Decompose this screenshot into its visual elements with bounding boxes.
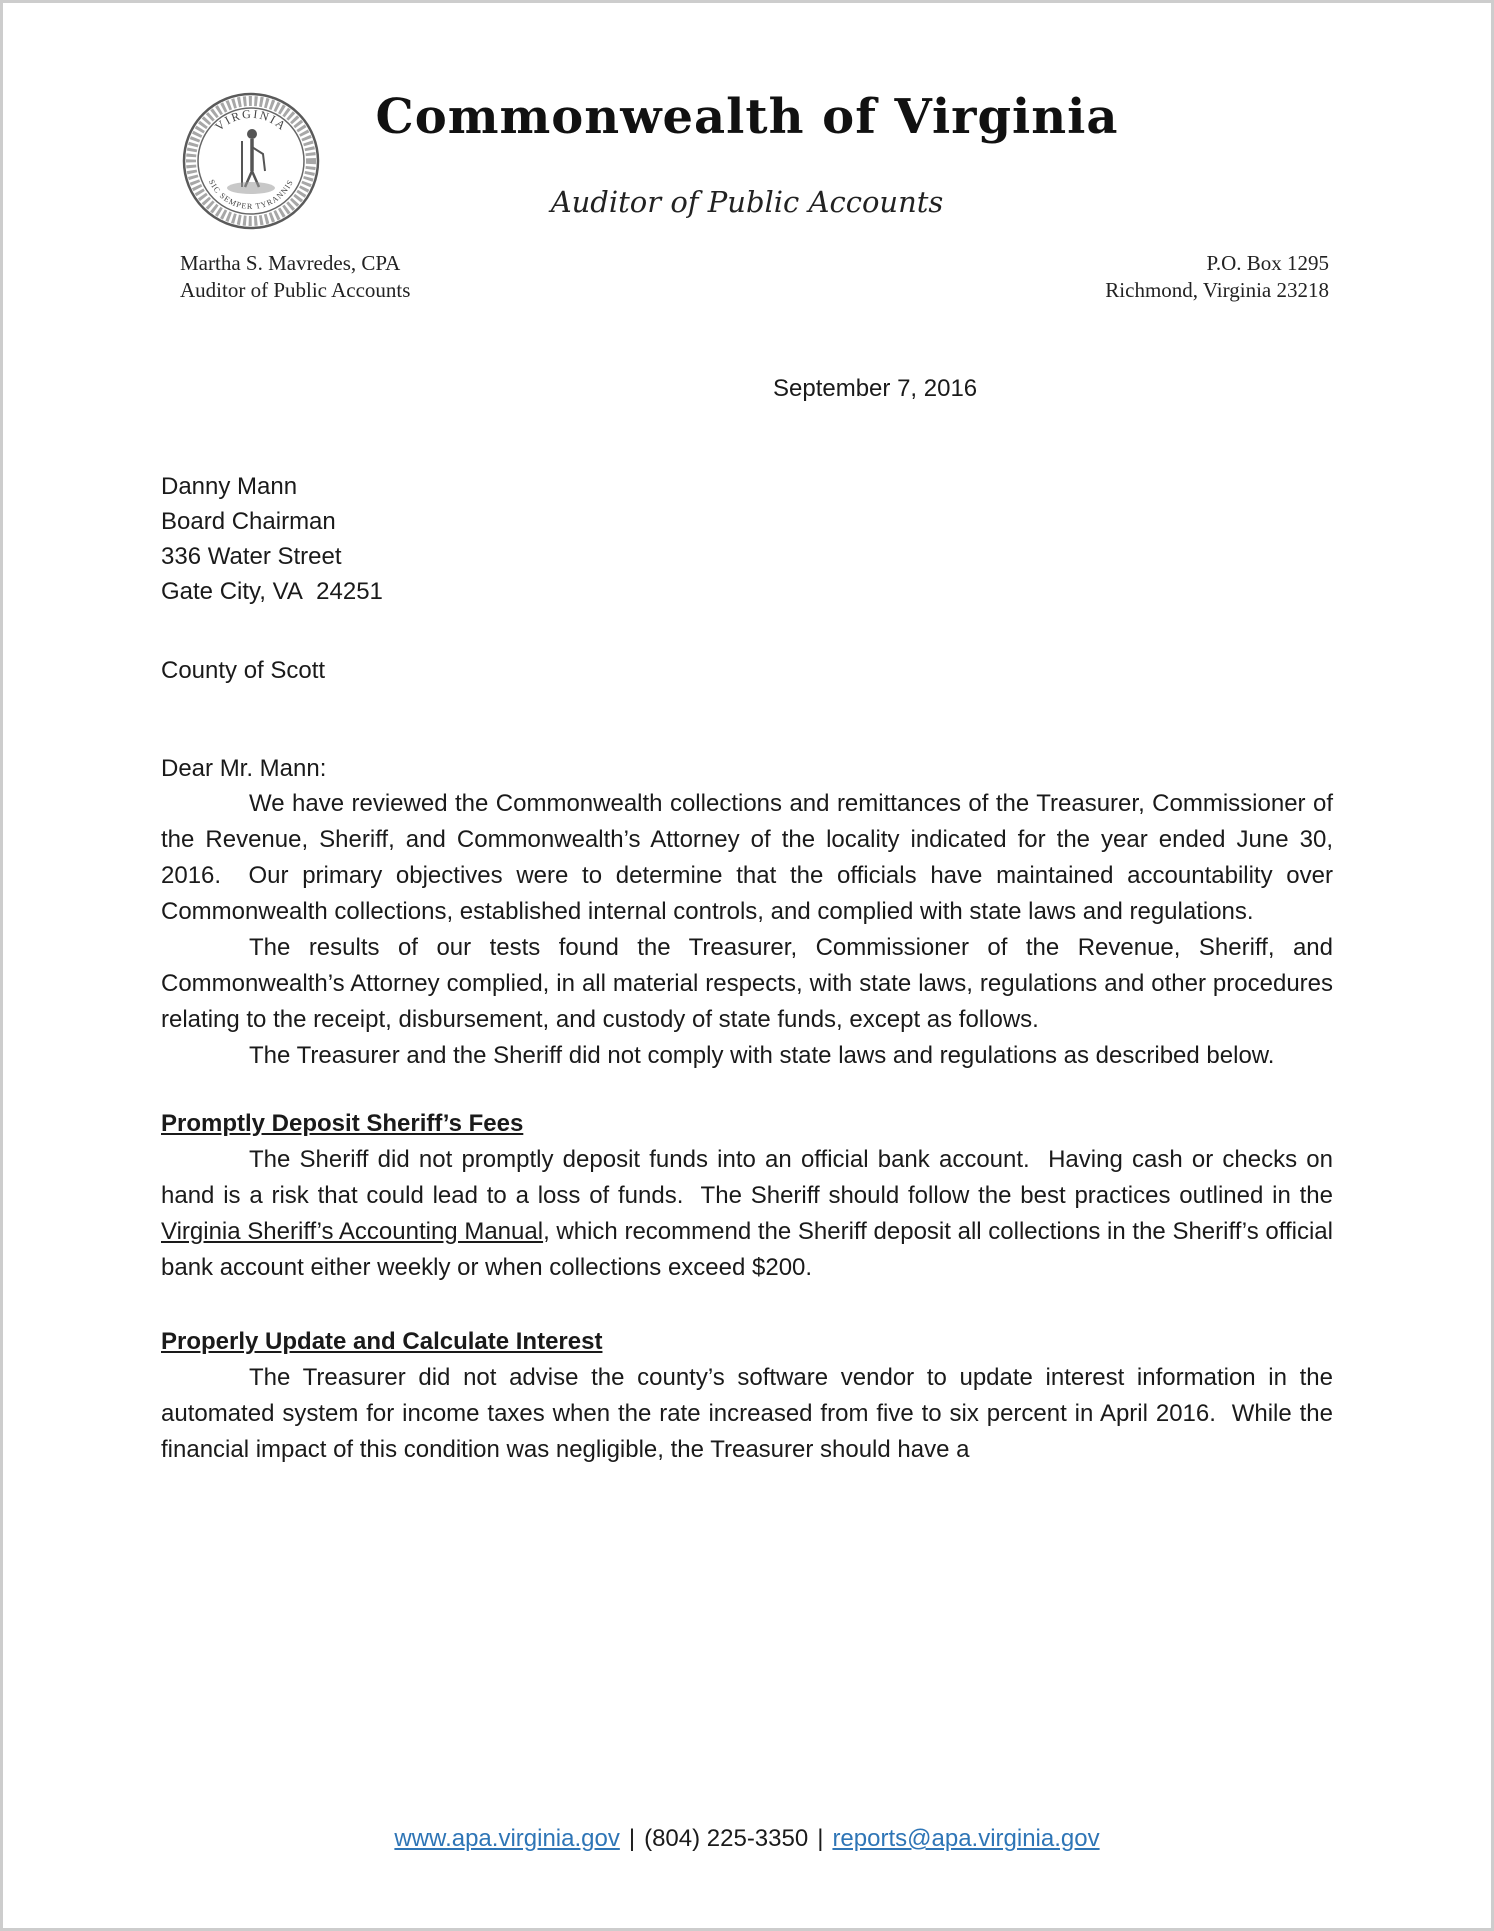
city-state-zip-line: Richmond, Virginia 23218 <box>1105 278 1329 302</box>
auditor-contact-block <box>180 250 410 304</box>
section-heading-deposit-fees: Promptly Deposit Sheriff’s Fees <box>161 1110 524 1137</box>
section-heading-calculate-interest: Properly Update and Calculate Interest <box>161 1328 603 1355</box>
footer-separator: | <box>628 1825 636 1852</box>
letter-body <box>3 371 1491 1468</box>
page-footer <box>3 1823 1491 1855</box>
po-box-line: P.O. Box 1295 <box>1206 251 1329 275</box>
paragraph-treasurer-interest: The Treasurer did not advise the county’s software vendor to update interest information in the automated system for income taxes when the rate increased from five to six percent in April 2016. While the financial impact of this condition was negligible, the Treasurer should have a <box>161 1364 1333 1463</box>
recipient-street: 336 Water Street <box>161 543 342 570</box>
paragraph-review: We have reviewed the Commonwealth collections and remittances of the Treasurer, Commissioner of the Revenue, Sheriff, and Commonwealth’s Attorney of the locality indicated for the year ended June 30, 2016. Our primary objectives were to determine that the officials have maintained accountability over Commonwealth collections, established internal controls, and complied with state laws and regulations. <box>161 790 1333 925</box>
footer-phone: (804) 225-3350 <box>644 1825 809 1852</box>
masthead-title: Commonwealth of Virginia <box>375 89 1119 145</box>
sheriff-paragraph-text-after: , which recommend the Sheriff deposit all collections in the Sheriff’s official bank account either weekly or when collections exceed $200. <box>161 1218 1333 1281</box>
locality-line: County of Scott <box>161 657 326 684</box>
masthead <box>3 3 1491 333</box>
date-line: September 7, 2016 <box>773 375 978 402</box>
seal-top-text: VIRGINIA <box>212 106 290 134</box>
sheriff-paragraph-text-before: The Sheriff did not promptly deposit funds into an official bank account. Having cash or checks on hand is a risk that could lead to a loss of funds. The Sheriff should follow the best practices outlined in the <box>161 1146 1333 1209</box>
seal-bottom-text: SIC SEMPER TYRANNIS <box>206 178 296 212</box>
footer-separator: | <box>817 1825 824 1852</box>
office-address-block <box>1105 250 1329 304</box>
auditor-name: Martha S. Mavredes, CPA <box>180 251 401 275</box>
footer-website-link[interactable]: www.apa.virginia.gov <box>394 1825 620 1852</box>
masthead-subtitle: Auditor of Public Accounts <box>550 185 944 219</box>
recipient-name: Danny Mann <box>161 473 298 500</box>
recipient-block <box>161 469 1333 609</box>
paragraph-sheriff-deposits <box>161 1142 1333 1286</box>
auditor-title: Auditor of Public Accounts <box>180 278 411 302</box>
accounting-manual-title: Virginia Sheriff’s Accounting Manual <box>161 1218 544 1245</box>
recipient-title: Board Chairman <box>161 508 336 535</box>
recipient-city: Gate City, VA 24251 <box>161 578 383 605</box>
paragraph-results: The results of our tests found the Treasurer, Commissioner of the Revenue, Sheriff, and Commonwealth’s Attorney complied, in all material respects, with state laws, regulations and other procedures relating to the receipt, disbursement, and custody of state funds, except as follows. <box>161 934 1333 1033</box>
salutation-line: Dear Mr. Mann: <box>161 755 327 782</box>
paragraph-noncompliance: The Treasurer and the Sheriff did not comply with state laws and regulations as described below. <box>249 1042 1275 1069</box>
footer-email-link[interactable]: reports@apa.virginia.gov <box>832 1825 1100 1852</box>
